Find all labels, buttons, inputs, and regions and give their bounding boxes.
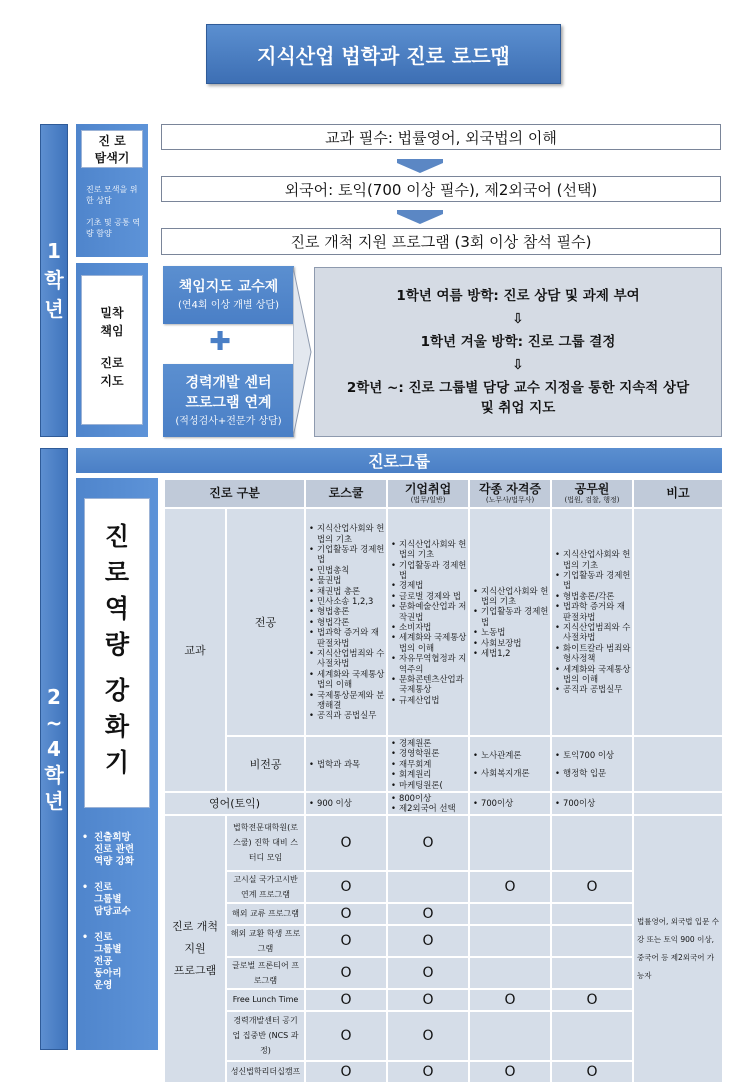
major-civil-cell	[551, 508, 633, 736]
note-cell: 법률영어, 외국법 입문 수강 또는 토익 900 이상, 중국어 등 제2외국어 가능자	[633, 815, 723, 1083]
program-civil-cell	[551, 903, 633, 925]
step-arrow-icon: ⇩	[512, 311, 524, 327]
english-corp-value1: • 800이상	[399, 793, 468, 803]
program-name: 글로벌 프론티어 프로그램	[226, 957, 305, 989]
bullet-item: • 진로 그룹별 담당교수	[82, 882, 131, 917]
program-cert-cell	[469, 989, 551, 1011]
list-item: • 세계화와 국제통상법의 이해	[399, 632, 468, 653]
list-item: • 민법총칙	[317, 565, 386, 575]
list-item: • 회계원리	[399, 769, 468, 779]
bullet-item: • 진출희망 진로 관련 역량 강화	[82, 832, 135, 867]
list-item: • 글로벌 경제와 법	[399, 591, 468, 601]
list-item: • 지식산업사회와 헌법의 기초	[399, 539, 468, 560]
nonmajor-cert-list	[470, 746, 550, 782]
career-center-box	[163, 364, 294, 437]
capacity-char: 기	[104, 748, 130, 777]
english-corp-list	[388, 793, 468, 814]
program-corp-cell	[387, 989, 469, 1011]
list-item: • 공직과 공법실무	[317, 710, 386, 720]
header-cert-sub: (노무사/법무사)	[485, 496, 535, 504]
english-civil-list	[552, 798, 632, 808]
list-item: • 노사관계론	[481, 746, 550, 764]
program-civil-cell	[551, 1061, 633, 1083]
program-civil-cell	[551, 1011, 633, 1061]
advisor-box	[163, 266, 294, 324]
list-item: • 물권법	[317, 575, 386, 585]
list-item: • 규제산업법	[399, 695, 468, 705]
bullet-text: 진로 관련	[94, 844, 135, 855]
step-year2-line1: 2학년 ~: 진로 그룹별 담당 교수 지정을 통한 지속적 상담	[346, 380, 690, 396]
program-law-cell	[305, 957, 387, 989]
year2-label-2: 2	[47, 685, 61, 709]
guide-panel	[76, 263, 148, 437]
circle-mark: O	[504, 1063, 516, 1080]
down-arrow-icon	[397, 210, 443, 224]
program-label-line: 지원	[184, 941, 206, 955]
major-law-cell	[305, 508, 387, 736]
list-item: • 경영학원론	[399, 748, 468, 758]
nonmajor-note-cell	[633, 736, 723, 792]
program-law-cell	[305, 871, 387, 903]
capacity-char: 량	[104, 630, 130, 659]
program-label-line: 프로그램	[173, 963, 217, 977]
circle-mark: O	[504, 878, 516, 895]
program-civil-cell	[551, 871, 633, 903]
year1-label	[40, 124, 68, 437]
header-note: 비고	[633, 479, 723, 508]
english-law-cell	[305, 792, 387, 815]
guide-line2: 책임	[100, 324, 124, 338]
program-cert-cell	[469, 957, 551, 989]
explore-title-line1: 진 로	[98, 134, 126, 148]
guide-line1: 밀착	[100, 306, 124, 320]
list-item: • 채권법 총론	[317, 586, 386, 596]
list-item: • 사회복지개론	[481, 764, 550, 782]
explore-panel	[76, 124, 148, 257]
nonmajor-civil-cell	[551, 736, 633, 792]
program-name: 해외 교류 프로그램	[226, 903, 305, 925]
list-item: • 재무회계	[399, 759, 468, 769]
program-name: 해외 교환 학생 프로그램	[226, 925, 305, 957]
nonmajor-corp-cell	[387, 736, 469, 792]
program-cert-cell	[469, 903, 551, 925]
header-corp-sub: (법무/일반)	[410, 496, 446, 504]
row-language: 외국어: 토익(700 이상 필수), 제2외국어 (선택)	[161, 176, 721, 202]
major-corp-cell	[387, 508, 469, 736]
english-cert-value: • 700이상	[481, 798, 550, 808]
program-corp-cell	[387, 903, 469, 925]
list-item: • 기업활동과 경제헌법	[563, 570, 632, 591]
circle-mark: O	[422, 932, 434, 949]
list-item: • 법과학 증거와 재판절차법	[317, 627, 386, 648]
english-civil-cell	[551, 792, 633, 815]
year1-label-num: 1	[47, 239, 61, 263]
circle-mark: O	[422, 964, 434, 981]
program-cert-cell	[469, 1061, 551, 1083]
header-cert-title: 각종 자격증	[478, 482, 542, 496]
circle-mark: O	[340, 1063, 352, 1080]
list-item: • 지식산업범죄와 수사절차법	[563, 622, 632, 643]
year1-label-hak: 학	[44, 268, 64, 292]
nonmajor-civil-list	[552, 746, 632, 782]
bullet-item: • 진로 그룹별 전공 동아리 운영	[82, 932, 122, 991]
header-corp-title: 기업취업	[404, 482, 452, 496]
list-item: • 공직과 공법실무	[563, 684, 632, 694]
career-center-title1: 경력개발 센터	[185, 374, 272, 391]
header-career: 진로 구분	[164, 479, 305, 508]
english-cert-cell	[469, 792, 551, 815]
header-civil-title: 공무원	[574, 482, 610, 496]
year2-label-hak: 학	[44, 763, 64, 787]
program-name: 고시실 국가고시반 연계 프로그램	[226, 871, 305, 903]
capacity-title-box	[84, 498, 150, 808]
step-arrow-icon: ⇩	[512, 357, 524, 373]
plus-icon: ✚	[209, 327, 231, 357]
circle-mark: O	[422, 991, 434, 1008]
explore-sub1: 진로 모색을 위한 상담	[86, 185, 138, 205]
bullet-text: 역량 강화	[94, 856, 135, 867]
header-cert	[469, 479, 551, 508]
major-cert-cell	[469, 508, 551, 736]
program-law-cell	[305, 925, 387, 957]
list-item: • 화이트칼라 범죄와 형사정책	[563, 643, 632, 664]
english-cell: 영어(토익)	[164, 792, 305, 815]
list-item: • 문화콘텐츠산업과 국제통상	[399, 674, 468, 695]
explore-title-line2: 탐색기	[94, 151, 130, 165]
list-item: • 법학과 과목	[317, 759, 386, 769]
program-law-cell	[305, 815, 387, 871]
list-item: • 법과학 증거와 재판절차법	[563, 601, 632, 622]
header-civil	[551, 479, 633, 508]
circle-mark: O	[340, 991, 352, 1008]
row-required-courses: 교과 필수: 법률영어, 외국법의 이해	[161, 124, 721, 150]
program-law-cell	[305, 989, 387, 1011]
major-note-cell	[633, 508, 723, 736]
circle-mark: O	[422, 1063, 434, 1080]
program-law-cell	[305, 903, 387, 925]
nonmajor-law-list	[306, 759, 386, 769]
nonmajor-law-cell	[305, 736, 387, 792]
list-item: • 경제법	[399, 580, 468, 590]
step-summer: 1학년 여름 방학: 진로 상담 및 과제 부여	[396, 288, 640, 304]
row-career-program: 진로 개척 지원 프로그램 (3회 이상 참석 필수)	[161, 228, 721, 255]
bullet-text: 담당교수	[94, 906, 131, 917]
year2-label-nyeon: 년	[44, 789, 64, 813]
list-item: • 형법총론	[317, 606, 386, 616]
program-law-cell	[305, 1011, 387, 1061]
list-item: • 기업활동과 경제헌법	[399, 560, 468, 581]
list-item: • 세계화와 국제통상법의 이해	[563, 664, 632, 685]
advisor-sub: (연4회 이상 개별 상담)	[178, 300, 279, 311]
bullet-text: 진로	[94, 882, 113, 893]
list-item: • 지식산업사회와 헌법의 기초	[563, 549, 632, 570]
circle-mark: O	[340, 878, 352, 895]
chevron-right-icon	[293, 267, 313, 437]
program-cert-cell	[469, 1011, 551, 1061]
circle-mark: O	[422, 905, 434, 922]
program-corp-cell	[387, 1011, 469, 1061]
explore-sub2: 기초 및 공통 역량 함양	[86, 218, 140, 238]
steps-box	[314, 267, 722, 437]
list-item: • 국제통상문제와 분쟁해결	[317, 690, 386, 711]
list-item: • 형법총론/각론	[563, 591, 632, 601]
program-corp-cell	[387, 815, 469, 871]
english-corp-cell	[387, 792, 469, 815]
program-rows	[164, 815, 723, 1083]
header-law: 로스쿨	[305, 479, 387, 508]
program-name: 법학전문대학원(로스쿨) 진학 대비 스터디 모임	[226, 815, 305, 871]
bullet-text: 진출희망	[94, 832, 131, 843]
program-label-cell	[164, 815, 226, 1083]
nonmajor-cell: 비전공	[226, 736, 305, 792]
program-name: Free Lunch Time	[226, 989, 305, 1011]
year2-label-4: 4	[47, 737, 61, 761]
list-item: • 행정학 입문	[563, 764, 632, 782]
capacity-char: 강	[104, 676, 130, 705]
list-item: • 사회보장법	[481, 638, 550, 648]
major-civil-list	[552, 549, 632, 695]
list-item: • 기업활동과 경제헌법	[481, 606, 550, 627]
capacity-panel	[76, 478, 158, 1050]
bullet-text: 진로	[94, 932, 113, 943]
header-corp	[387, 479, 469, 508]
list-item: • 경제원론	[399, 738, 468, 748]
program-corp-cell	[387, 1061, 469, 1083]
program-civil-cell	[551, 815, 633, 871]
list-item: • 세법1,2	[481, 648, 550, 658]
circle-mark: O	[340, 964, 352, 981]
circle-mark: O	[422, 834, 434, 851]
list-item: • 토익700 이상	[563, 746, 632, 764]
year1-label-nyeon: 년	[44, 297, 64, 321]
advisor-title: 책임지도 교수제	[178, 279, 279, 295]
list-item: • 자유무역협정과 지역주의	[399, 653, 468, 674]
program-civil-cell	[551, 925, 633, 957]
list-item: • 문화예술산업과 저작권법	[399, 601, 468, 622]
step-winter: 1학년 겨울 방학: 진로 그룹 결정	[420, 334, 616, 350]
year2-label	[40, 448, 68, 1050]
program-cert-cell	[469, 815, 551, 871]
english-corp-value2: • 제2외국어 선택	[399, 803, 468, 813]
capacity-char: 진	[104, 522, 130, 551]
circle-mark: O	[340, 905, 352, 922]
explore-title-box	[81, 130, 143, 168]
bullet-text: 그룹별	[94, 894, 122, 905]
guide-line3: 진로	[100, 356, 124, 370]
circle-mark: O	[504, 991, 516, 1008]
list-item: • 민사소송 1,2,3	[317, 596, 386, 606]
circle-mark: O	[586, 878, 598, 895]
list-item: • 마케팅원론(	[399, 780, 468, 790]
list-item: • 지식산업범죄와 수사절차법	[317, 648, 386, 669]
year2-label-tilde: ~	[45, 711, 63, 735]
down-arrow-icon	[397, 159, 443, 173]
program-cert-cell	[469, 925, 551, 957]
english-cert-list	[470, 798, 550, 808]
nonmajor-corp-list	[388, 738, 468, 790]
circle-mark: O	[586, 991, 598, 1008]
guide-line4: 지도	[100, 374, 124, 388]
list-item: • 지식산업사회와 헌법의 기초	[481, 586, 550, 607]
list-item: • 노동법	[481, 627, 550, 637]
page-title: 지식산업 법학과 진로 로드맵	[206, 24, 561, 84]
header-civil-sub: (법원, 검찰, 행정)	[564, 496, 620, 504]
circle-mark: O	[340, 932, 352, 949]
english-note-cell	[633, 792, 723, 815]
program-name: 경력개발센터 공기업 집중반 (NCS 과정)	[226, 1011, 305, 1061]
circle-mark: O	[422, 1027, 434, 1044]
group-header: 진로그룹	[76, 448, 722, 473]
course-cell: 교과	[164, 508, 226, 792]
major-cell: 전공	[226, 508, 305, 736]
program-name: 성신법학리더십캠프	[226, 1061, 305, 1083]
list-item: • 기업활동과 경제헌법	[317, 544, 386, 565]
program-corp-cell	[387, 871, 469, 903]
list-item: • 형법각론	[317, 617, 386, 627]
major-cert-list	[470, 586, 550, 659]
english-law-list	[306, 798, 386, 808]
program-corp-cell	[387, 957, 469, 989]
career-center-sub: (적성검사+전문가 상담)	[175, 415, 282, 427]
list-item: • 세계화와 국제통상법의 이해	[317, 669, 386, 690]
program-law-cell	[305, 1061, 387, 1083]
program-corp-cell	[387, 925, 469, 957]
circle-mark: O	[586, 1063, 598, 1080]
major-corp-list	[388, 539, 468, 706]
nonmajor-cert-cell	[469, 736, 551, 792]
table-row	[164, 815, 723, 871]
guide-box	[81, 275, 143, 425]
bullet-text: 운영	[94, 980, 113, 991]
program-label-line: 진로 개척	[171, 919, 218, 933]
list-item: • 소비자법	[399, 622, 468, 632]
program-cert-cell	[469, 871, 551, 903]
capacity-char: 화	[104, 712, 130, 741]
program-civil-cell	[551, 957, 633, 989]
career-center-title2: 프로그램 연계	[185, 394, 272, 411]
capacity-char: 역	[104, 594, 130, 623]
bullet-text: 동아리	[94, 968, 122, 979]
english-civil-value: • 700이상	[563, 798, 632, 808]
career-table	[163, 478, 724, 1084]
circle-mark: O	[340, 1027, 352, 1044]
list-item: • 지식산업사회와 헌법의 기초	[317, 523, 386, 544]
capacity-char: 로	[104, 558, 130, 587]
program-civil-cell	[551, 989, 633, 1011]
step-year2-line2: 및 취업 지도	[480, 400, 556, 416]
circle-mark: O	[340, 834, 352, 851]
major-law-list	[306, 523, 386, 721]
english-law-value: • 900 이상	[317, 798, 386, 808]
bullet-text: 그룹별	[94, 944, 122, 955]
bullet-text: 전공	[94, 956, 113, 967]
capacity-bullets	[82, 832, 154, 992]
